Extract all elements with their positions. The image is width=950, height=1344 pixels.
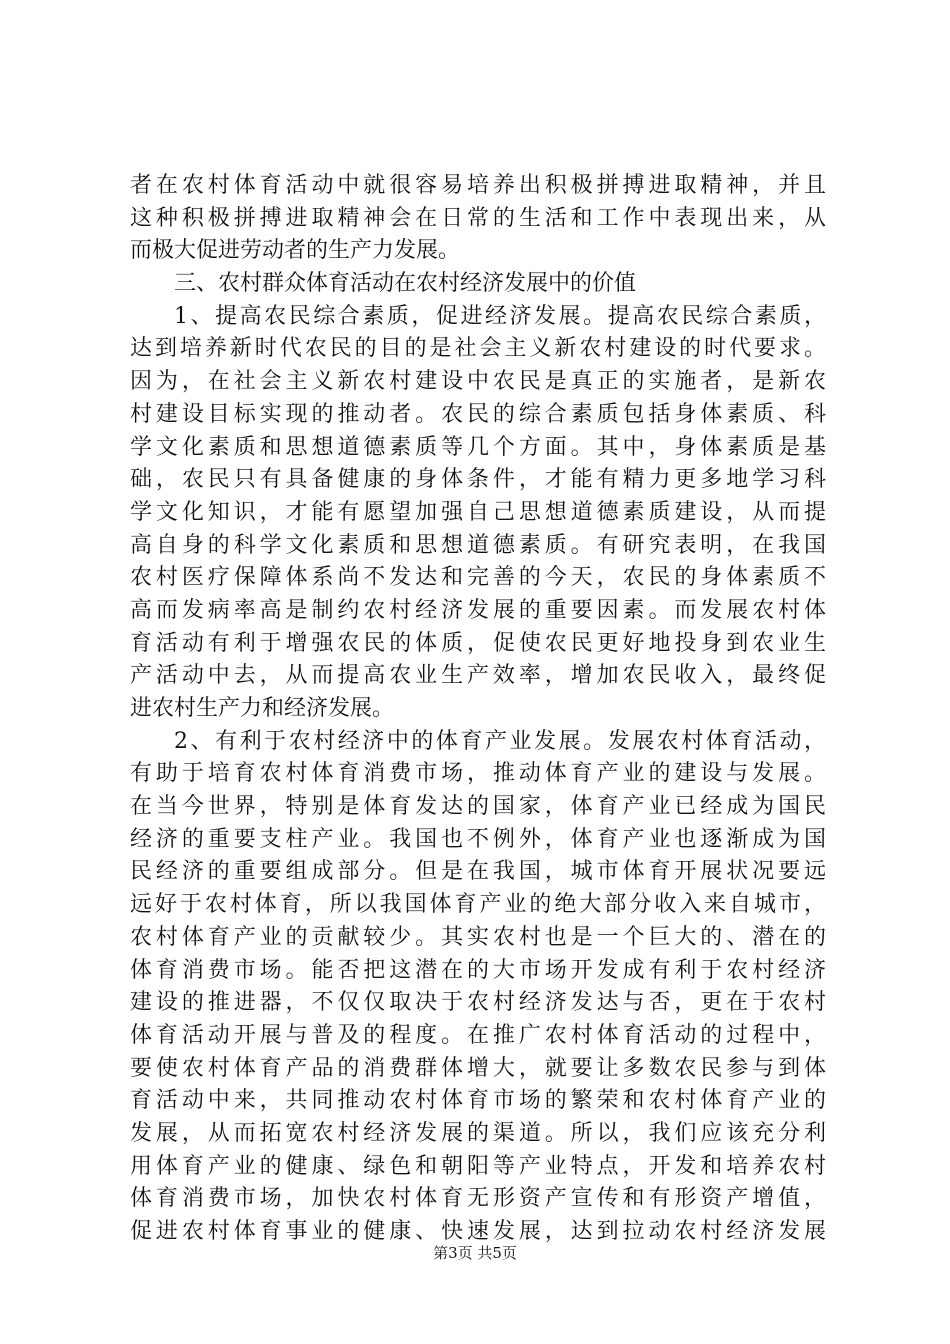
text-line: 础，农民只有具备健康的身体条件，才能有精力更多地学习科 [130,467,826,493]
text-line: 因为，在社会主义新农村建设中农民是真正的实施者，是新农 [130,369,826,395]
text-line: 用体育产业的健康、绿色和朝阳等产业特点，开发和培养农村 [130,1153,826,1179]
text-line: 农村体育产业的贡献较少。其实农村也是一个巨大的、潜在的 [130,924,826,950]
text-line: 高自身的科学文化素质和思想道德素质。有研究表明，在我国 [130,532,826,558]
text-line: 体育消费市场。能否把这潜在的大市场开发成有利于农村经济 [130,957,826,983]
text-line: 学文化素质和思想道德素质等几个方面。其中，身体素质是基 [130,434,826,460]
text-line: 体育活动开展与普及的程度。在推广农村体育活动的过程中， [130,1022,826,1048]
text-line: 2、有利于农村经济中的体育产业发展。发展农村体育活动， [174,728,826,754]
text-line: 村建设目标实现的推动者。农民的综合素质包括身体素质、科 [130,401,826,427]
text-line: 高而发病率高是制约农村经济发展的重要因素。而发展农村体 [130,597,826,623]
text-line: 农村医疗保障体系尚不发达和完善的今天，农民的身体素质不 [130,565,826,591]
text-line: 远好于农村体育，所以我国体育产业的绝大部分收入来自城市， [130,892,826,918]
text-line: 体育消费市场，加快农村体育无形资产宣传和有形资产增值， [130,1186,826,1212]
text-line: 产活动中去，从而提高农业生产效率，增加农民收入，最终促 [130,663,826,689]
text-line: 有助于培育农村体育消费市场，推动体育产业的建设与发展。 [130,761,826,787]
text-line: 发展，从而拓宽农村经济发展的渠道。所以，我们应该充分利 [130,1120,826,1146]
text-line: 进农村生产力和经济发展。 [130,696,395,721]
text-line: 1、提高农民综合素质，促进经济发展。提高农民综合素质， [174,303,826,329]
text-line: 者在农村体育活动中就很容易培养出积极拼搏进取精神，并且 [130,173,826,198]
text-line: 建设的推进器，不仅仅取决于农村经济发达与否，更在于农村 [130,990,826,1016]
text-line: 要使农村体育产品的消费群体增大，就要让多数农民参与到体 [130,1055,826,1081]
text-line: 学文化知识，才能有愿望加强自己思想道德素质建设，从而提 [130,499,826,525]
text-line: 促进农村体育事业的健康、快速发展，达到拉动农村经济发展 [130,1219,826,1244]
document-body [130,170,826,1249]
text-line: 育活动有利于增强农民的体质，促使农民更好地投身到农业生 [130,630,826,656]
text-line: 达到培养新时代农民的目的是社会主义新农村建设的时代要求。 [130,336,826,362]
text-line: 在当今世界，特别是体育发达的国家，体育产业已经成为国民 [130,794,826,820]
text-line: 经济的重要支柱产业。我国也不例外，体育产业也逐渐成为国 [130,826,826,852]
text-line: 这种积极拼搏进取精神会在日常的生活和工作中表现出来，从 [130,205,826,231]
text-line: 而极大促进劳动者的生产力发展。 [130,238,461,264]
text-line: 三、农村群众体育活动在农村经济发展中的价值 [174,271,637,297]
text-line: 民经济的重要组成部分。但是在我国，城市体育开展状况要远 [130,859,826,885]
page-footer: 第3页 共5页 [433,1244,517,1262]
text-line: 育活动中来，共同推动农村体育市场的繁荣和农村体育产业的 [130,1088,826,1114]
